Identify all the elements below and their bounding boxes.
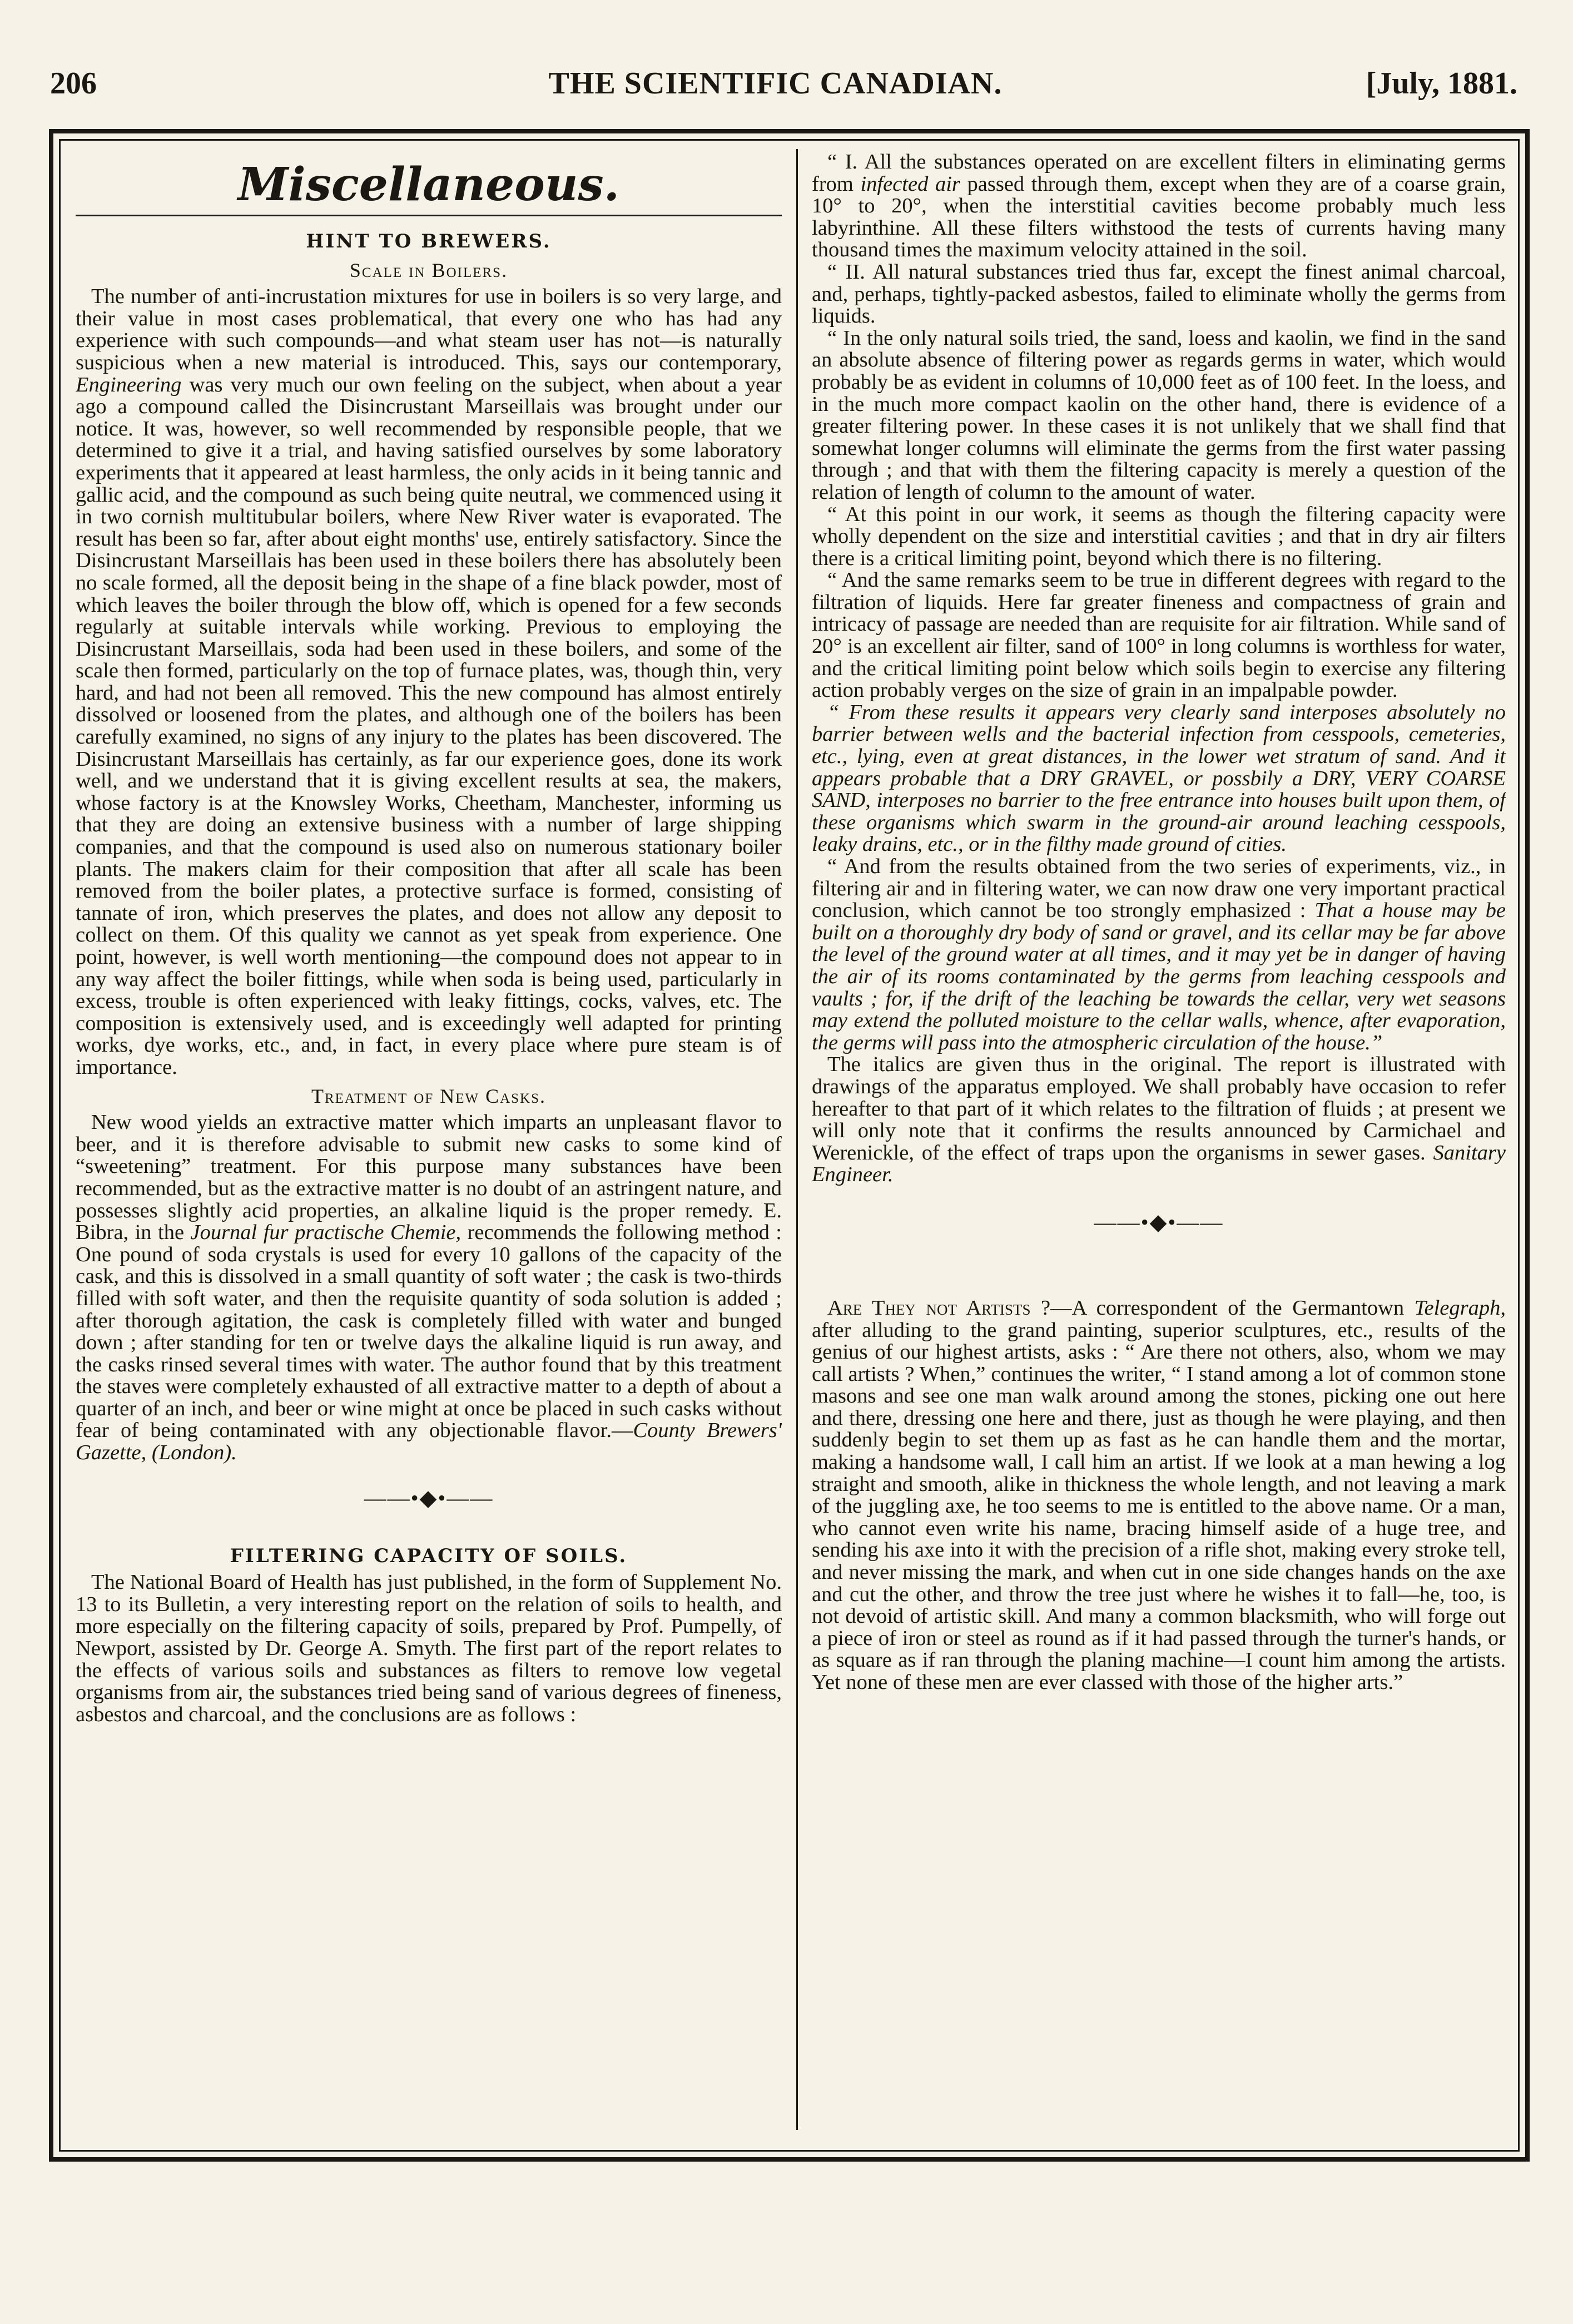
subhead-scale-in-boilers: Scale in Boilers. xyxy=(349,259,508,281)
paragraph-soils-intro: The National Board of Health has just published, in the form of Supplement No. 13 to its Bulletin, a very interesting report on the relation of soils to health, and more especially on the filtering capacity of soils, prepared by Prof. Pumpelly, of Newport, assisted by Dr. George A. Smyth. The first part of the report relates to the effects of various soils and substances as filters to remove low vegetal organisms from air, the substances tried being sand of various degrees of fineness, asbestos and charcoal, and the conclusions are as follows : xyxy=(76,1570,782,1726)
page-number: 206 xyxy=(50,66,97,101)
issue-date: [July, 1881. xyxy=(1366,66,1517,101)
paragraph-conclusion-7: “ And from the results obtained from the two series of experiments, viz., in filtering air and in filtering water, we can now draw one very important practical conclusion, which cannot be too strongly emphasized : That a house may be built on a thoroughly dry body of sand or gravel, and its cellar may be far above the level of the ground water at all times, and it may yet be in danger of having the air of its rooms contaminated by the germs from leaching cesspools and vaults ; for, if the drift of the leaching be towards the cellar, very wet seasons may extend the polluted moisture to the cellar walls, whence, after evaporation, the germs will pass into the atmospheric circulation of the house.” xyxy=(812,855,1506,1054)
paragraph-casks: New wood yields an extractive matter which imparts an unpleasant flavor to beer, and it is therefore advisable to submit new casks to some kind of “sweetening” treatment. For this purpose many substances have been recommended, but as the extractive matter is no doubt of an astringent nature, and possesses slightly acid properties, an alkaline liquid is the proper remedy. E. Bibra, in the Journal fur practische Chemie, recommends the following method : One pound of soda crystals is used for every 10 gallons of the capacity of the cask, and this is dissolved in a small quantity of soft water ; the cask is two-thirds filled with soft water, and then the requisite quantity of soda solution is added ; after thorough agitation, the cask is completely filled with water and bunged down ; after standing for ten or twelve days the alkaline liquid is run away, and the casks rinsed several times with water. The author found that by this treatment the staves were completely exhausted of all extractive matter to a depth of about a quarter of an inch, and beer or wine might at once be placed in such casks without fear of being contaminated with any objectionable flavor.—County Brewers' Gazette, (London). xyxy=(76,1111,782,1465)
article-title-soils: FILTERING CAPACITY OF SOILS. xyxy=(230,1544,628,1567)
article-title-brewers: HINT TO BREWERS. xyxy=(306,230,552,252)
source-brewers-gazette: County Brewers' Gazette, (London). xyxy=(76,1419,782,1465)
paragraph-artists: Are They not Artists ?—A correspondent of the Germantown Telegraph, after alluding to the grand painting, superior sculptures, etc., results of the genius of our highest artists, asks : “ Are there not others, also, whom we may call artists ? When,” continues the writer, “ I stand among a lot of common stone masons and see one man walk around among the stones, picking one out here and there, dressing one here and there, just as though he were playing, and then suddenly begin to set them up as fast as he can handle them and the mortar, making a handsome wall, I call him an artist. If we look at a man hewing a log straight and smooth, alike in thickness the whole length, and not leaving a mark of the juggling axe, he too seems to me is entitled to the above name. Or a man, who cannot even write his name, bracing himself aside of a huge tree, and sending his axe into it with the precision of a rifle shot, making every stroke tell, and never missing the mark, and when cut in one side changes hands on the axe and cut the other, and throw the tree just where he wishes it to fall—he, too, is not devoid of artistic skill. And many a common blacksmith, who will forge out a piece of iron or steel as round as if it had passed through the turner's hands, or as square as if ran through the planing machine—I count him among the artists. Yet none of these men are ever classed with those of the higher arts.” xyxy=(812,1296,1506,1694)
paragraph-conclusion-3: “ In the only natural soils tried, the sand, loess and kaolin, we find in the sand an absolute absence of filtering power as regards germs in water, which would probably be as evident in columns of 10,000 feet as of 100 feet. In the loess, and in the much more compact kaolin on the other hand, there is evidence of a greater filtering power. In these cases it is not unlikely that we shall find that somewhat longer columns will eliminate the germs from the first water passing through ; and that with them the filtering capacity is merely a question of the relation of length of column to the amount of water. xyxy=(812,326,1506,504)
paragraph-conclusion-2: “ II. All natural substances tried thus far, except the finest animal charcoal, and, perhaps, tightly-packed asbestos, failed to eliminate wholly the germs from liquids. xyxy=(812,260,1506,328)
subhead-new-casks: Treatment of New Casks. xyxy=(311,1084,547,1107)
journal-title: THE SCIENTIFIC CANADIAN. xyxy=(548,66,1003,101)
running-head xyxy=(33,66,1517,116)
title-rule xyxy=(76,215,782,216)
source-telegraph: Telegraph, xyxy=(1414,1296,1506,1320)
section-title: Miscellaneous. xyxy=(237,158,620,211)
column-divider xyxy=(796,149,798,2130)
artists-lead-in: Are They not Artists ? xyxy=(827,1296,1051,1320)
paragraph-conclusion-4: “ At this point in our work, it seems as though the filtering capacity were wholly dependent on the size and interstitial cavities ; and that in dry air filters there is a critical limiting point, beyond which there is no filtering. xyxy=(812,502,1506,570)
journal-reference: Journal fur practische Chemie, xyxy=(190,1221,462,1245)
right-column xyxy=(812,151,1506,2128)
paragraph-boilers: The number of anti-incrustation mixtures for use in boilers is so very large, and their value in most cases problematical, that every one who has had any experience with such compounds—and what steam user has not—is naturally suspicious when a new material is introduced. This, says our contemporary, Engineering was very much our own feeling on the subject, when about a year ago a compound called the Disincrustant Marseillais was brought under our notice. It was, however, so well recommended by responsible people, that we determined to give it a trial, and having satisfied ourselves by some laboratory experiments that it appeared at least harmless, the only acids in it being tannic and gallic acid, and the compound as such being quite neutral, we commenced using it in two cornish multitubular boilers, where New River water is evaporated. The result has been so far, after about eight months' use, entirely satisfactory. Since the Disincrustant Marseillais has been used in these boilers there has absolutely been no scale formed, all the deposit being in the shape of a fine black powder, most of which leaves the boiler through the blow off, which is opened for a few seconds regularly at suitable intervals while working. Previous to employing the Disincrustant Marseillais, soda had been used in these boilers, and some of the scale then formed, particularly on the top of furnace plates, was, though thin, very hard, and had not been all removed. This the new compound has almost entirely dissolved or loosened from the plates, and although one of the boilers has been carefully examined, no signs of any injury to the plates has been discovered. The Disincrustant Marseillais has certainly, as far our experience goes, done its work well, and we understand that it is giving excellent results at sea, the makers, whose factory is at the Knowsley Works, Cheetham, Manchester, informing us that they are doing an extensive business with a number of large shipping companies, and that the compound is used also on numerous stationary boiler plants. The makers claim for their composition that after all scale has been removed from the boiler plates, a protective surface is formed, consisting of tannate of iron, which preserves the plates, and does not allow any deposit to collect on them. Of this quality we cannot as yet speak from experience. One point, however, is well worth mentioning—the compound does not appear to in any way affect the boiler fittings, while when soda is being used, particularly in excess, trouble is often experienced with leaky fittings, cocks, valves, etc. The composition is extensively used, and is exceedingly well adapted for printing works, dye works, etc., and, in fact, in every place where pure steam is of importance. xyxy=(76,285,782,1079)
paragraph-italics-note: The italics are given thus in the original. The report is illustrated with drawings of the apparatus employed. We shall probably have occasion to refer hereafter to that part of it which relates to the filtration of fluids ; at present we will only note that it confirms the results announced by Carmichael and Werenickle, of the effect of traps upon the organisms in sewer gases. Sanitary Engineer. xyxy=(812,1053,1506,1187)
paragraph-conclusion-1: “ I. All the substances operated on are excellent filters in eliminating germs from infected air passed through them, except when they are of a coarse grain, 10° to 20°, when the interstitial cavities become probably much less labyrinthine. All these filters withstood the tests of currents having many thousand times the maximum velocity attained in the soil. xyxy=(812,151,1506,262)
ornament-divider-right: ——•◆•—— xyxy=(1094,1209,1224,1235)
ornament-divider: ——•◆•—— xyxy=(364,1485,494,1510)
paragraph-conclusion-6: “ From these results it appears very clearly sand interposes absolutely no barrier between wells and the bacterial infection from cesspools, cemeteries, etc., lying, even at great distances, in the lower wet stratum of sand. And it appears probable that a DRY GRAVEL, or possbily a DRY, VERY COARSE SAND, interposes no barrier to the free entrance into houses built upon them, of these organisms which swarm in the ground-air around leaching cesspools, leaky drains, etc., or in the filthy made ground of cities. xyxy=(812,700,1506,856)
source-sanitary-engineer: Sanitary Engineer. xyxy=(812,1141,1506,1187)
left-column xyxy=(76,151,782,2128)
paragraph-conclusion-5: “ And the same remarks seem to be true in different degrees with regard to the filtration of liquids. Here far greater fineness and compactness of grain and intricacy of passage are needed than are requisite for air filtration. While sand of 20° is an excellent air filter, sand of 100° in long columns is worthless for water, and the critical limiting point below which soils begin to exercise any filtering action probably verges on the size of grain in an impalpable powder. xyxy=(812,568,1506,702)
source-engineering: Engineering xyxy=(76,373,182,397)
